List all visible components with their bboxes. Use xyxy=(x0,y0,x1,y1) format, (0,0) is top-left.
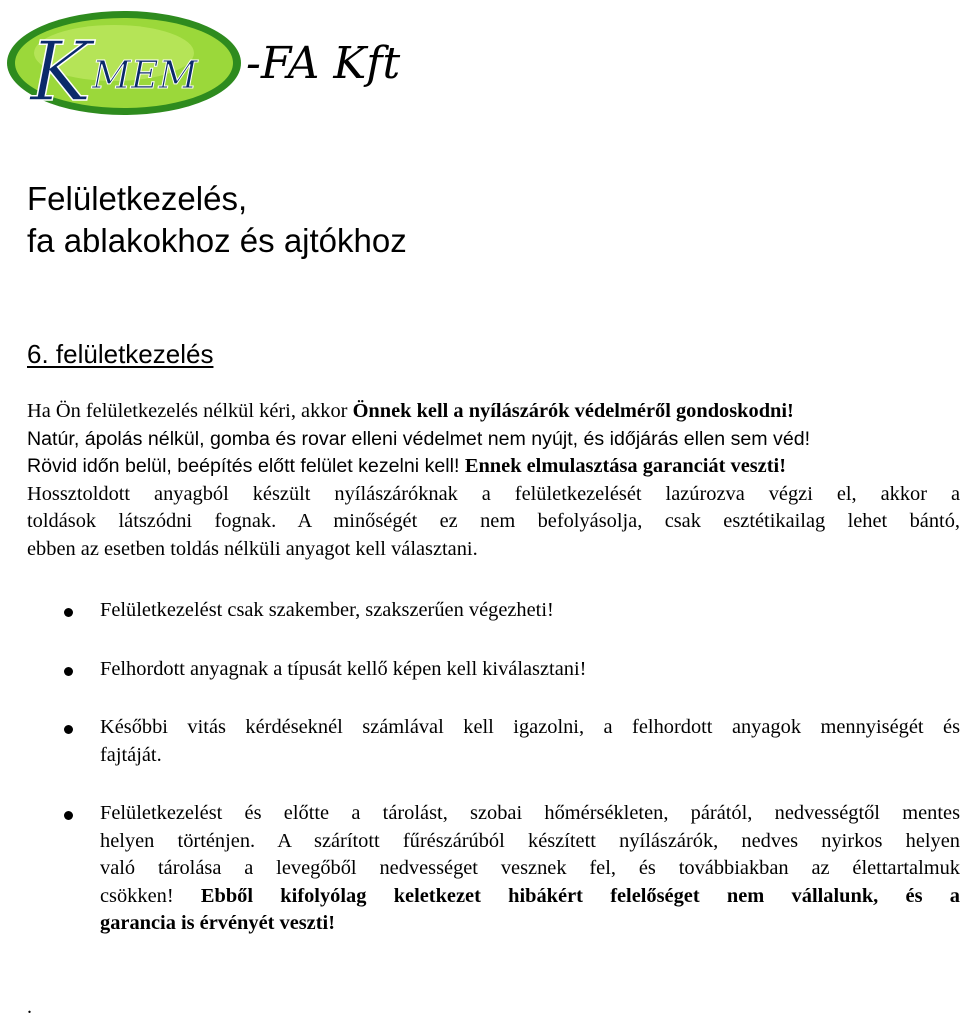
page-title xyxy=(27,178,407,262)
intro-line-1: Ha Ön felületkezelés nélkül kéri, akkor Önnek kell a nyílászárók védelméről gondoskodni! xyxy=(27,400,794,422)
section-heading: 6. felületkezelés xyxy=(27,339,214,369)
logo-ellipse-graphic xyxy=(4,8,244,118)
title-line-2: fa ablakokhoz és ajtókhoz xyxy=(27,222,407,259)
company-suffix: -FA Kft xyxy=(246,38,401,89)
bullet-dot-icon xyxy=(64,811,73,820)
bullet-dot-icon xyxy=(64,667,73,676)
list-item: Felületkezelést és előtte a tárolást, szobai hőmérsékleten, párától, nedvességtől mentes helyen történjen. A szárított fűrészárúból készített nyílászárók, nedves nyirkos helyen való tárolása a levegőből nedvességet vesznek fel, és továbbiakban az élettartalmuk csökken! Ebből kifolyólag keletkezet hibákért felelőséget nem vállalunk, és a garancia is érvényét veszti! xyxy=(100,800,960,938)
intro-line-6: ebben az esetben toldás nélküli anyagot kell választani. xyxy=(27,537,478,560)
title-line-1: Felületkezelés, xyxy=(27,180,248,217)
intro-line-4: Hossztoldott anyagból készült nyílászáróknak a felületkezelését lazúrozva végzi el, akkor a xyxy=(27,482,960,505)
list-item: Későbbi vitás kérdéseknél számlával kell igazolni, a felhordott anyagok mennyiségét és fajtáját. xyxy=(100,714,960,769)
logo-monogram-text: MEM xyxy=(92,53,198,97)
list-item: Felületkezelést csak szakember, szakszerűen végezheti! xyxy=(100,597,960,625)
bullet-dot-icon xyxy=(64,608,73,617)
list-item: Felhordott anyagnak a típusát kellő képen kell kiválasztani! xyxy=(100,656,960,684)
trailing-dot: . xyxy=(27,996,32,1018)
intro-line-3: Rövid időn belül, beépítés előtt felület kezelni kell! Ennek elmulasztása garanciát veszti! xyxy=(27,455,786,477)
intro-line-2: Natúr, ápolás nélkül, gomba és rovar elleni védelmet nem nyújt, és időjárás ellen sem véd! xyxy=(27,427,811,450)
intro-paragraph xyxy=(27,398,960,563)
logo-monogram-letter: K xyxy=(30,25,92,118)
bullet-dot-icon xyxy=(64,725,73,734)
intro-line-5: toldások látszódni fognak. A minőségét ez nem befolyásolja, csak esztétikailag lehet bántó, xyxy=(27,510,960,532)
